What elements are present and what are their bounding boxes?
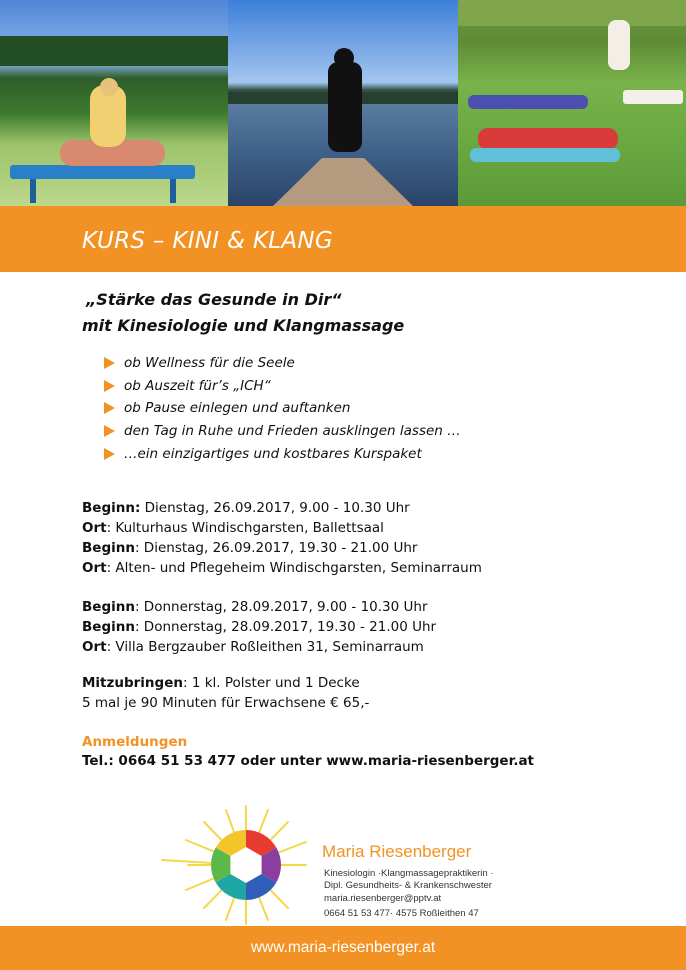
- brand-profession-2: Dipl. Gesundheits- & Krankenschwester: [324, 880, 492, 891]
- schedule-row: Ort: Villa Bergzauber Roßleithen 31, Seminarraum: [82, 639, 424, 655]
- list-item: …ein einzigartiges und kostbares Kurspaket: [104, 442, 461, 465]
- brand-profession: Kinesiologin ·Klangmassagepraktikerin ·: [324, 868, 494, 879]
- bring-block: [82, 673, 369, 713]
- schedule-block-b: [82, 597, 436, 657]
- registration-contact: Tel.: 0664 51 53 477 oder unter www.maria-riesenberger.at: [82, 753, 535, 769]
- footer-website-link[interactable]: www.maria-riesenberger.at: [250, 939, 436, 956]
- bring-row: Mitzubringen: 1 kl. Polster und 1 Decke: [82, 675, 360, 691]
- triangle-bullet-icon: [104, 425, 115, 437]
- schedule-row: Beginn: Dienstag, 26.09.2017, 9.00 - 10.30 Uhr: [82, 500, 410, 516]
- brand-address: 0664 51 53 477· 4575 Roßleithen 47: [324, 908, 479, 919]
- schedule-row: Ort: Kulturhaus Windischgarsten, Ballettsaal: [82, 520, 384, 536]
- headline-subtitle: mit Kinesiologie und Klangmassage: [82, 316, 405, 335]
- list-item: den Tag in Ruhe und Frieden ausklingen lassen …: [104, 420, 461, 443]
- triangle-bullet-icon: [104, 357, 115, 369]
- list-item: ob Auszeit für’s „ICH“: [104, 375, 461, 398]
- footer-bar: [0, 926, 686, 970]
- triangle-bullet-icon: [104, 380, 115, 392]
- registration-heading: Anmeldungen: [82, 734, 188, 750]
- headline-quote: „Stärke das Gesunde in Dir“: [86, 290, 342, 309]
- list-item: ob Wellness für die Seele: [104, 352, 461, 375]
- photo-group-lawn: [458, 0, 686, 206]
- schedule-row: Beginn: Donnerstag, 28.09.2017, 19.30 - 21.00 Uhr: [82, 619, 437, 635]
- schedule-row: Beginn: Donnerstag, 28.09.2017, 9.00 - 10.30 Uhr: [82, 599, 428, 615]
- brand-email: maria.riesenberger@pptv.at: [324, 893, 442, 904]
- title-banner: [0, 206, 686, 272]
- schedule-row: Ort: Alten- und Pflegeheim Windischgarsten, Seminarraum: [82, 560, 482, 576]
- triangle-bullet-icon: [104, 402, 115, 414]
- photo-strip: [0, 0, 686, 206]
- price-row: 5 mal je 90 Minuten für Erwachsene € 65,-: [82, 695, 370, 711]
- headline: [82, 287, 404, 339]
- schedule-row: Beginn: Dienstag, 26.09.2017, 19.30 - 21.00 Uhr: [82, 540, 418, 556]
- sun-logo-icon: [156, 800, 316, 930]
- list-item: ob Pause einlegen und auftanken: [104, 397, 461, 420]
- photo-jump-lake: [228, 0, 458, 206]
- schedule-block-a: [82, 498, 482, 578]
- triangle-bullet-icon: [104, 448, 115, 460]
- brand-name: Maria Riesenberger: [322, 842, 472, 861]
- course-title: KURS – KINI & KLANG: [82, 228, 333, 254]
- benefit-list: [104, 352, 461, 465]
- photo-massage-meadow: [0, 0, 228, 206]
